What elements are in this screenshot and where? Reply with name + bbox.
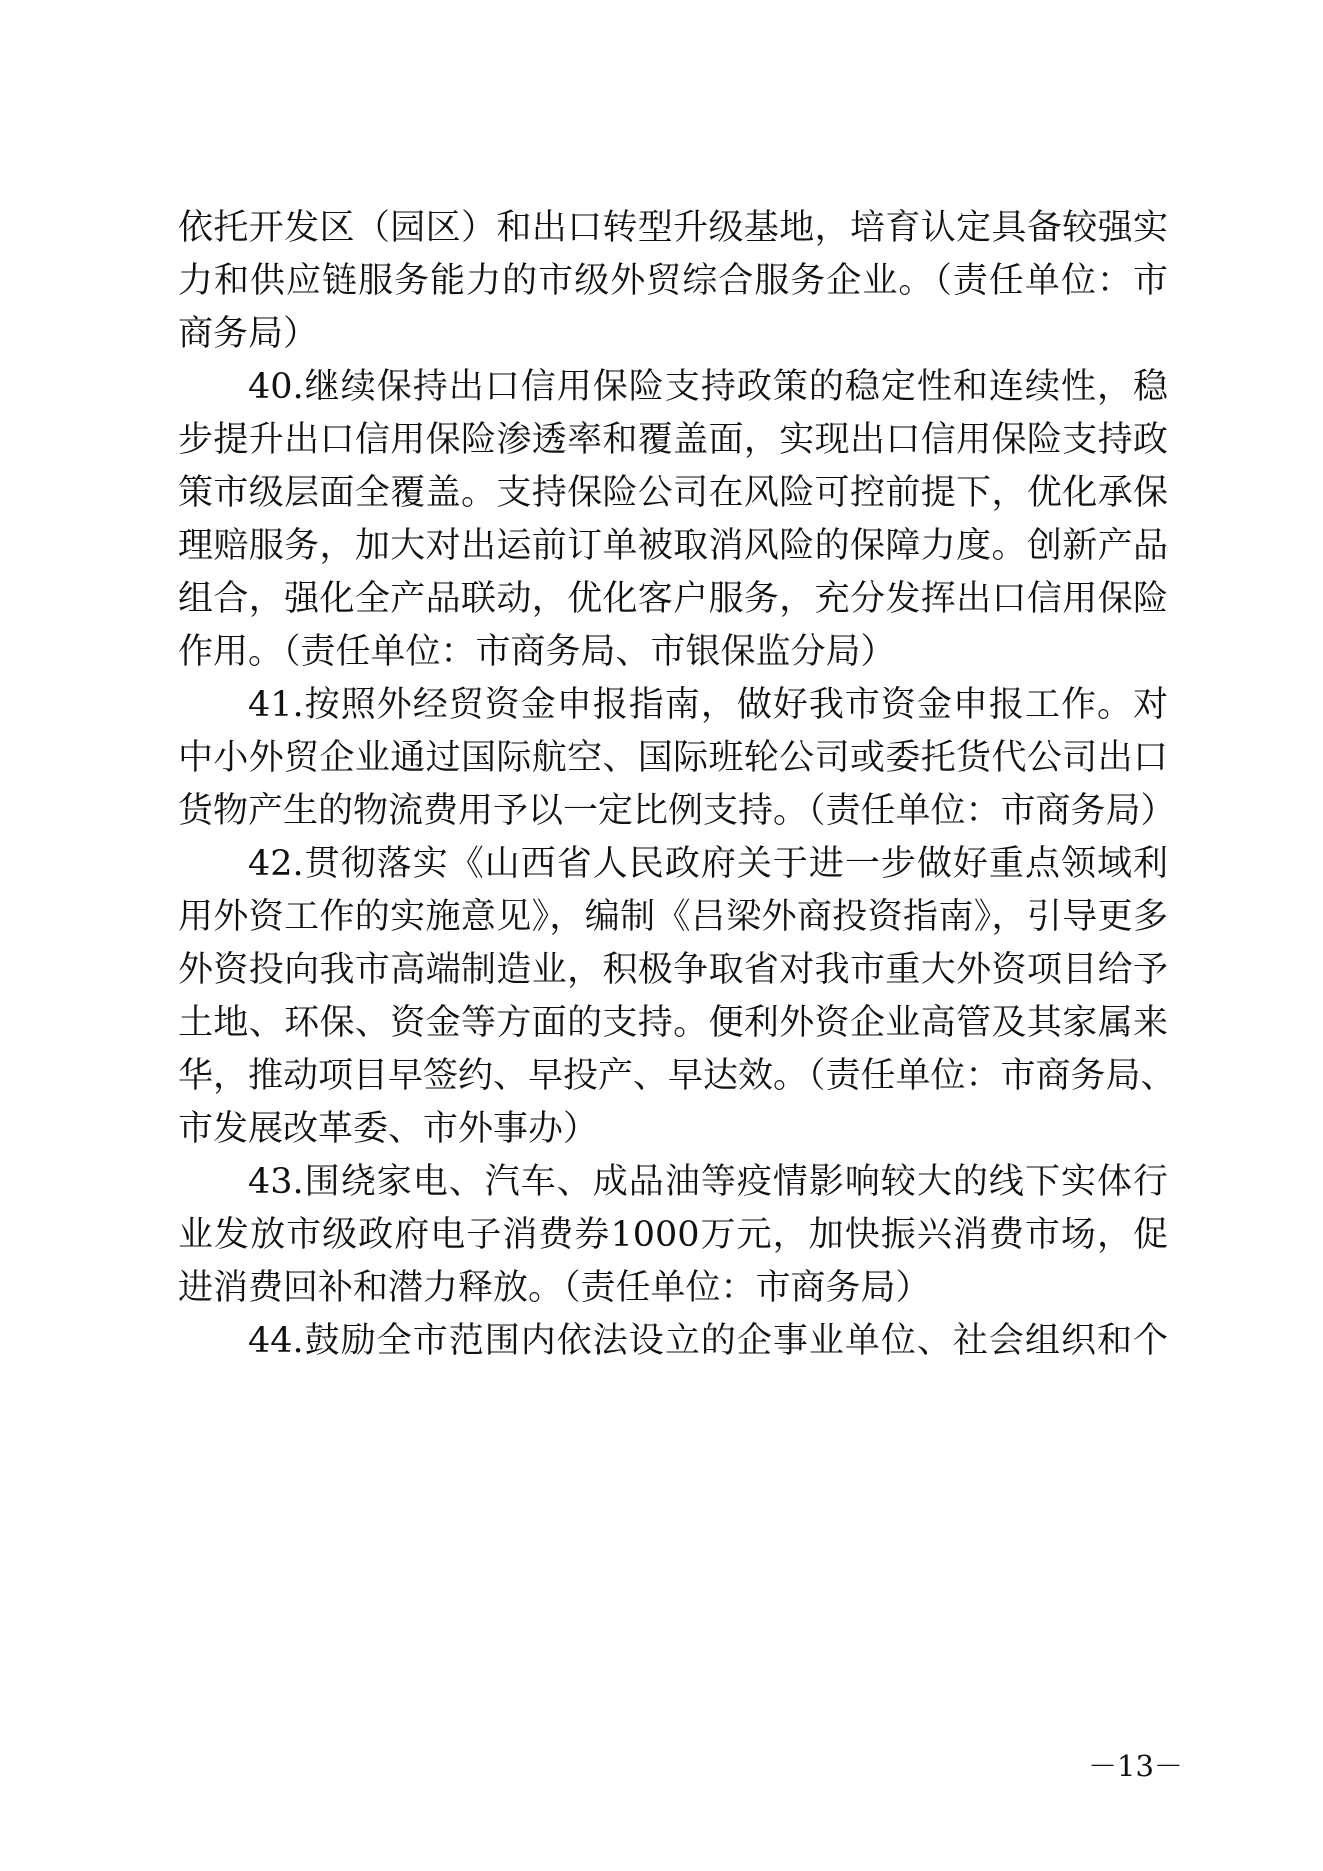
paragraph-line: 步提升出口信用保险渗透率和覆盖面，实现出口信用保险支持政 xyxy=(178,420,1168,460)
paragraph-line: 商务局） xyxy=(178,314,319,354)
item-41-first-line: 41.按照外经贸资金申报指南，做好我市资金申报工作。对 xyxy=(248,685,1168,725)
paragraph-line: 依托开发区（园区）和出口转型升级基地，培育认定具备较强实 xyxy=(178,208,1168,248)
item-44-first-line: 44.鼓励全市范围内依法设立的企事业单位、社会组织和个 xyxy=(248,1321,1168,1361)
paragraph-line: 进消费回补和潜力释放。（责任单位：市商务局） xyxy=(178,1268,931,1308)
page-number: －13－ xyxy=(1088,1749,1183,1783)
paragraph-line: 作用。（责任单位：市商务局、市银保监分局） xyxy=(178,632,896,672)
paragraph-line: 力和供应链服务能力的市级外贸综合服务企业。（责任单位：市 xyxy=(178,261,1168,301)
paragraph-line: 理赔服务，加大对出运前订单被取消风险的保障力度。创新产品 xyxy=(178,526,1168,566)
paragraph-line: 外资投向我市高端制造业，积极争取省对我市重大外资项目给予 xyxy=(178,950,1168,990)
paragraph-line: 土地、环保、资金等方面的支持。便利外资企业高管及其家属来 xyxy=(178,1003,1168,1043)
paragraph-line: 策市级层面全覆盖。支持保险公司在风险可控前提下，优化承保 xyxy=(178,473,1168,513)
paragraph-line: 中小外贸企业通过国际航空、国际班轮公司或委托货代公司出口 xyxy=(178,738,1168,778)
paragraph-line: 业发放市级政府电子消费券1000万元，加快振兴消费市场，促 xyxy=(178,1215,1168,1255)
paragraph-line: 用外资工作的实施意见》，编制《吕梁外商投资指南》，引导更多 xyxy=(178,897,1168,937)
paragraph-line: 市发展改革委、市外事办） xyxy=(178,1109,599,1149)
paragraph-line: 华，推动项目早签约、早投产、早达效。（责任单位：市商务局、 xyxy=(178,1056,1176,1096)
item-42-first-line: 42.贯彻落实《山西省人民政府关于进一步做好重点领域利 xyxy=(248,844,1168,884)
paragraph-line: 货物产生的物流费用予以一定比例支持。（责任单位：市商务局） xyxy=(178,791,1176,831)
item-43-first-line: 43.围绕家电、汽车、成品油等疫情影响较大的线下实体行 xyxy=(248,1162,1168,1202)
item-40-first-line: 40.继续保持出口信用保险支持政策的稳定性和连续性，稳 xyxy=(248,367,1168,407)
paragraph-line: 组合，强化全产品联动，优化客户服务，充分发挥出口信用保险 xyxy=(178,579,1168,619)
